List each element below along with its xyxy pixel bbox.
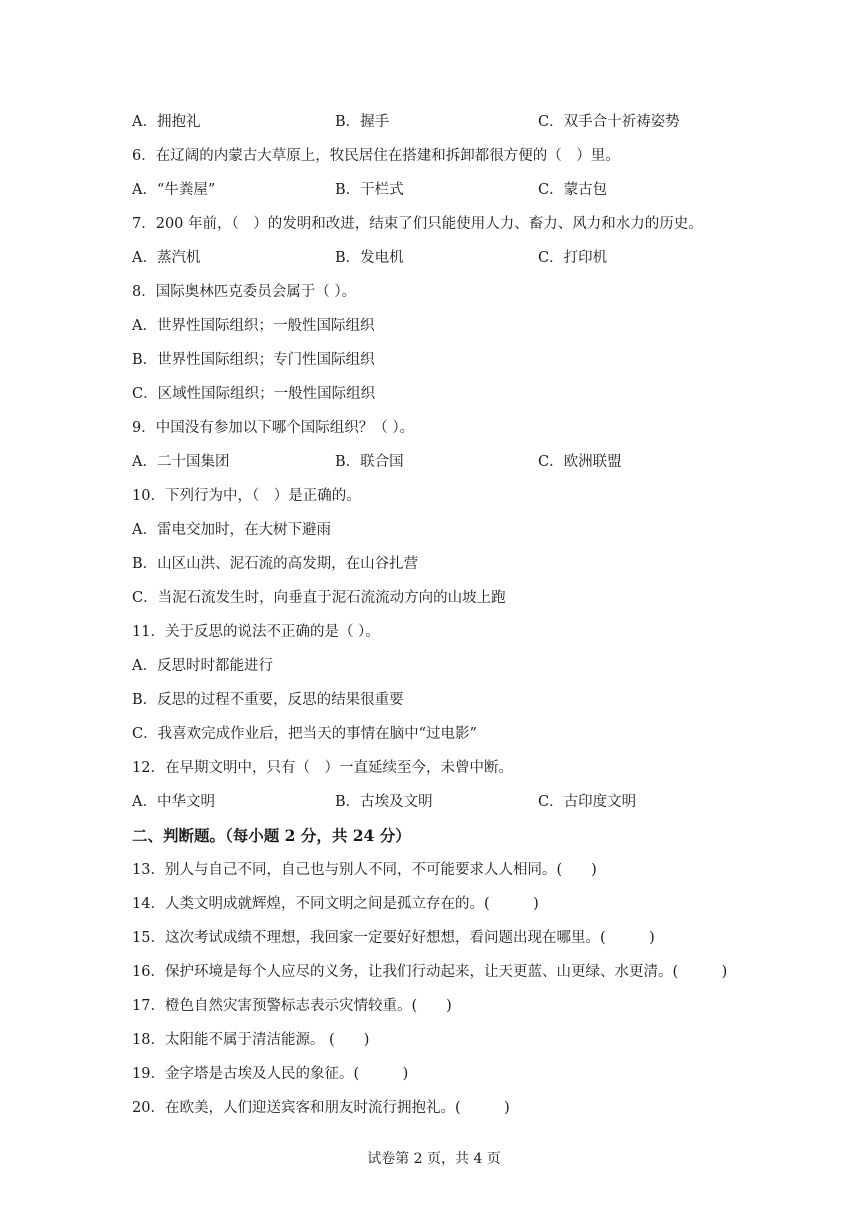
judgment-17: 17．橙色自然灾害预警标志表示灾情较重。( ) xyxy=(132,998,452,1014)
option-a: A．拥抱礼 xyxy=(132,114,201,130)
option-b: B．古埃及文明 xyxy=(335,794,433,810)
judgment-13: 13．别人与自己不同，自己也与别人不同，不可能要求人人相同。( ) xyxy=(132,862,597,878)
option-a: A．蒸汽机 xyxy=(132,250,201,266)
option-b: B．世界性国际组织；专门性国际组织 xyxy=(132,352,375,368)
judgment-15: 15．这次考试成绩不理想，我回家一定要好好想想，看问题出现在哪里。( ) xyxy=(132,930,655,946)
option-a: A．中华文明 xyxy=(132,794,215,810)
question-9-stem: 9．中国没有参加以下哪个国际组织？（ ）。 xyxy=(132,420,415,436)
exam-content xyxy=(132,112,772,1132)
question-7-stem: 7．200 年前，（ ）的发明和改进，结束了们只能使用人力、畜力、风力和水力的历史。 xyxy=(132,216,703,232)
option-a: A．雷电交加时，在大树下避雨 xyxy=(132,522,331,538)
option-c: C．打印机 xyxy=(538,250,608,266)
q7-options xyxy=(132,248,772,282)
option-c: C．当泥石流发生时，向垂直于泥石流流动方向的山坡上跑 xyxy=(132,590,506,606)
option-b: B．握手 xyxy=(335,114,390,130)
q12-options xyxy=(132,792,772,826)
judgment-18: 18．太阳能不属于清洁能源。 ( ) xyxy=(132,1032,370,1048)
option-a: A．“牛粪屋” xyxy=(132,182,216,198)
option-c: C．双手合十祈祷姿势 xyxy=(538,114,680,130)
option-a: A．世界性国际组织；一般性国际组织 xyxy=(132,318,375,334)
q6-options xyxy=(132,180,772,214)
option-c: C．我喜欢完成作业后，把当天的事情在脑中“过电影” xyxy=(132,726,477,742)
option-c: C．古印度文明 xyxy=(538,794,637,810)
question-11-stem: 11．关于反思的说法不正确的是（ ）。 xyxy=(132,624,380,640)
option-c: C．蒙古包 xyxy=(538,182,608,198)
option-b: B．干栏式 xyxy=(335,182,404,198)
option-b: B．联合国 xyxy=(335,454,404,470)
section-2-title: 二、判断题。（每小题 2 分，共 24 分） xyxy=(132,826,411,845)
judgment-16: 16．保护环境是每个人应尽的义务，让我们行动起来，让天更蓝、山更绿、水更清。( ) xyxy=(132,964,728,980)
question-12-stem: 12．在早期文明中，只有（ ）一直延续至今，未曾中断。 xyxy=(132,760,513,776)
option-b: B．发电机 xyxy=(335,250,404,266)
question-6-stem: 6．在辽阔的内蒙古大草原上，牧民居住在搭建和拆卸都很方便的（ ）里。 xyxy=(132,148,620,164)
option-a: A．反思时时都能进行 xyxy=(132,658,273,674)
judgment-14: 14．人类文明成就辉煌，不同文明之间是孤立存在的。( ) xyxy=(132,896,539,912)
option-c: C．区域性国际组织；一般性国际组织 xyxy=(132,386,376,402)
judgment-20: 20．在欧美，人们迎送宾客和朋友时流行拥抱礼。( ) xyxy=(132,1100,510,1116)
q5-options xyxy=(132,112,772,146)
option-b: B．山区山洪、泥石流的高发期，在山谷扎营 xyxy=(132,556,419,572)
q9-options xyxy=(132,452,772,486)
judgment-19: 19．金字塔是古埃及人民的象征。( ) xyxy=(132,1066,409,1082)
page-footer: 试卷第 2 页，共 4 页 xyxy=(367,1151,501,1167)
option-a: A．二十国集团 xyxy=(132,454,230,470)
option-c: C．欧洲联盟 xyxy=(538,454,622,470)
question-8-stem: 8．国际奥林匹克委员会属于（ ）。 xyxy=(132,284,357,300)
option-b: B．反思的过程不重要，反思的结果很重要 xyxy=(132,692,404,708)
question-10-stem: 10．下列行为中，（ ）是正确的。 xyxy=(132,488,361,504)
